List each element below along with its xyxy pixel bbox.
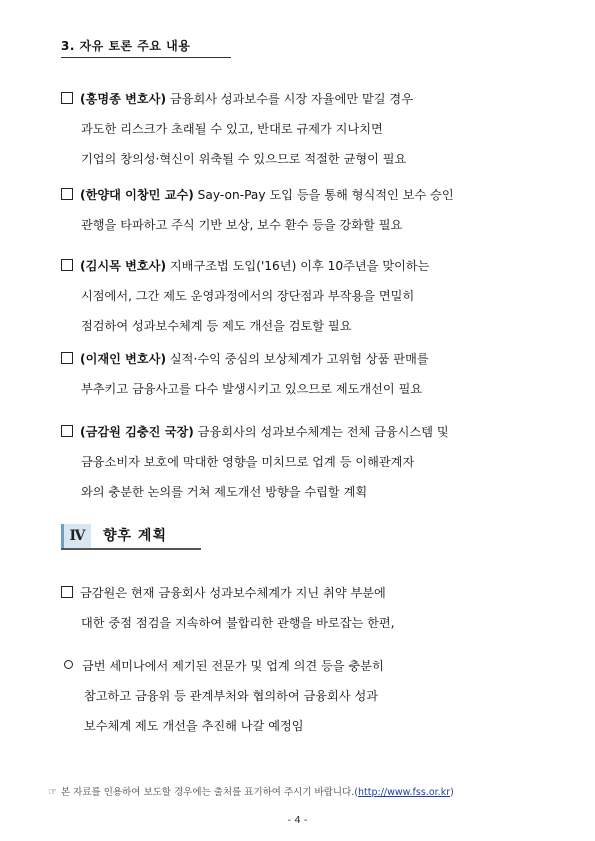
item-line [61, 251, 539, 281]
square-bullet-icon [61, 92, 73, 104]
fss-website-link[interactable]: http://www.fss.or.kr [358, 787, 451, 798]
item-text: 점검하여 성과보수체계 등 제도 개선을 검토할 필요 [81, 319, 352, 333]
square-bullet-icon [61, 188, 73, 200]
speaker-label: (금감원 김충진 국장) [80, 425, 194, 439]
section-title: 향후 계획 [103, 528, 167, 544]
item-text: 과도한 리스크가 초래될 수 있고, 반대로 규제가 지나치면 [81, 122, 383, 136]
section-title-underline [61, 548, 201, 550]
discussion-item-2 [61, 180, 539, 240]
item-line [61, 344, 539, 374]
discussion-item-4 [61, 344, 539, 404]
plan-main-item [61, 578, 539, 638]
item-text: 금융소비자 보호에 막대한 영향을 미치므로 업계 등 이해관계자 [81, 455, 415, 469]
section-heading: 3. 자유 토론 주요 내용 [61, 39, 191, 53]
footnote-text: 본 자료를 인용하여 보도할 경우에는 출처를 표기하여 주시기 바랍니다.( [60, 787, 358, 798]
item-text: 와의 충분한 논의를 거쳐 제도개선 방향을 수립할 계획 [81, 485, 368, 499]
item-line [61, 417, 539, 447]
item-text: Say-on-Pay 도입 등을 통해 형식적인 보수 승인 [193, 188, 454, 202]
item-text: 금융회사 성과보수를 시장 자율에만 맡길 경우 [166, 92, 413, 106]
item-text: 부추키고 금융사고를 다수 발생시키고 있으므로 제도개선이 필요 [81, 382, 423, 396]
discussion-item-5 [61, 417, 539, 507]
pointing-hand-icon: ☞ [48, 787, 57, 798]
square-bullet-icon [61, 352, 73, 364]
item-text: 참고하고 금융위 등 관계부처와 협의하여 금융회사 성과 [84, 689, 379, 703]
speaker-label: (한양대 이창민 교수) [80, 188, 194, 202]
item-line [64, 651, 542, 681]
item-line [61, 578, 539, 608]
speaker-label: (홍명종 변호사) [80, 92, 167, 106]
item-text: 금감원은 현재 금융회사 성과보수체계가 지닌 취약 부분에 [80, 586, 386, 600]
item-text: 기업의 창의성·혁신이 위축될 수 있으므로 적절한 균형이 필요 [81, 152, 407, 166]
discussion-item-1 [61, 84, 539, 174]
square-bullet-icon [61, 259, 73, 271]
section-number: Ⅳ [61, 524, 91, 548]
item-text: 관행을 타파하고 주식 기반 보상, 보수 환수 등을 강화할 필요 [81, 218, 403, 232]
footnote-close: ) [450, 787, 454, 798]
item-text: 금융회사의 성과보수체계는 전체 금융시스템 및 [193, 425, 449, 439]
citation-footnote [48, 784, 548, 798]
item-text: 보수체계 제도 개선을 추진해 나갈 예정임 [84, 719, 304, 733]
square-bullet-icon [61, 586, 73, 598]
discussion-item-3 [61, 251, 539, 341]
circle-bullet-icon [64, 660, 73, 669]
section-heading-underline [61, 57, 231, 58]
future-plan-header [61, 524, 201, 548]
square-bullet-icon [61, 425, 73, 437]
page-number: - 4 - [287, 815, 308, 826]
item-text: 실적·수익 중심의 보상체계가 고위험 상품 판매를 [166, 352, 429, 366]
speaker-label: (이재인 변호사) [80, 352, 167, 366]
item-text: 시점에서, 그간 제도 운영과정에서의 장단점과 부작용을 면밀히 [81, 289, 415, 303]
plan-sub-item [64, 651, 542, 741]
item-text: 금번 세미나에서 제기된 전문가 및 업계 의견 등을 충분히 [82, 659, 384, 673]
speaker-label: (김시목 변호사) [80, 259, 167, 273]
item-line [61, 180, 539, 210]
item-line [61, 84, 539, 114]
item-text: 지배구조법 도입('16년) 이후 10주년을 맞이하는 [166, 259, 430, 273]
item-text: 대한 중점 점검을 지속하여 불합리한 관행을 바로잡는 한편, [81, 616, 395, 630]
